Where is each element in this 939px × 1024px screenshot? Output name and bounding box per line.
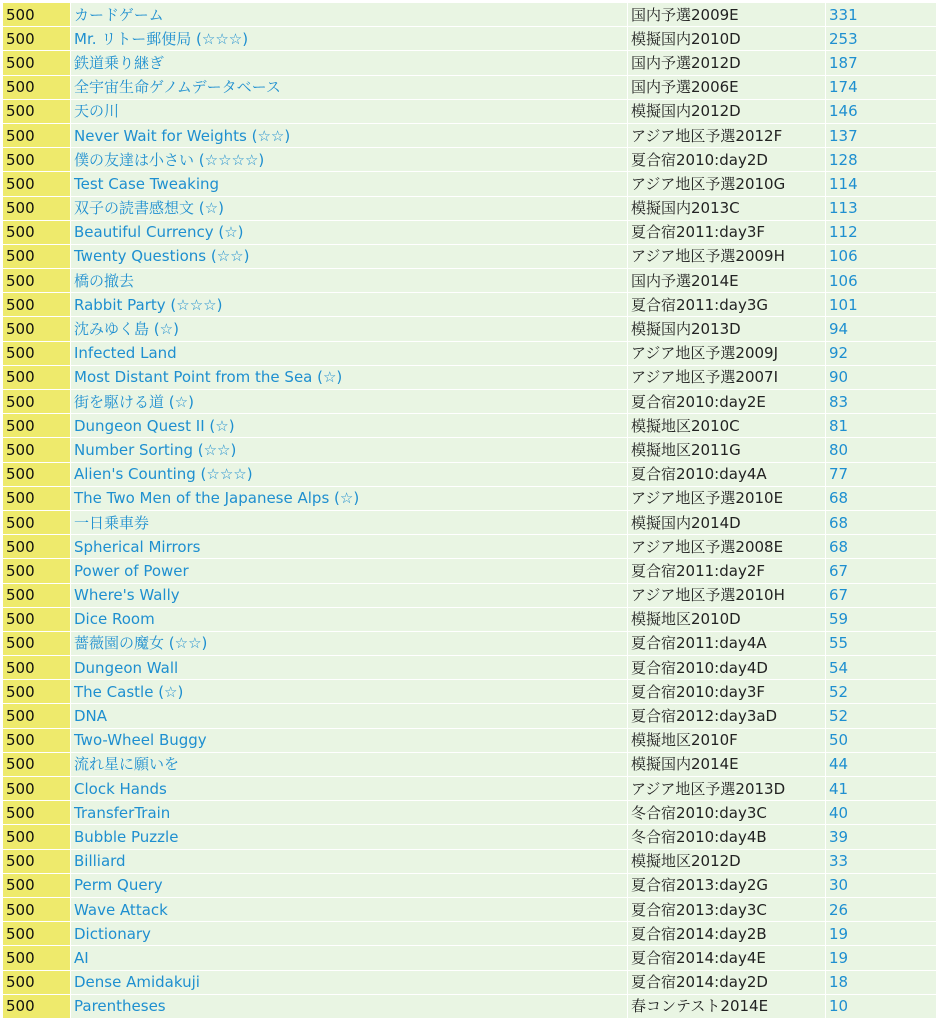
score-cell: 500: [3, 656, 71, 680]
contest-cell: 春コンテスト2014E: [628, 994, 826, 1018]
score-cell: 500: [3, 849, 71, 873]
contest-cell: アジア地区予選2012F: [628, 123, 826, 147]
score-cell: 500: [3, 801, 71, 825]
contest-cell: 夏合宿2010:day3F: [628, 680, 826, 704]
contest-cell: アジア地区予選2009J: [628, 341, 826, 365]
table-row: [3, 704, 937, 728]
problem-link[interactable]: Never Wait for Weights (☆☆): [74, 126, 291, 145]
contest-cell: 模擬国内2014D: [628, 510, 826, 534]
problem-name-cell: [71, 486, 628, 510]
contest-cell: 夏合宿2014:day2D: [628, 970, 826, 994]
problem-name-cell: [71, 631, 628, 655]
contest-cell: 国内予選2014E: [628, 269, 826, 293]
problem-name-cell: [71, 946, 628, 970]
score-cell: 500: [3, 825, 71, 849]
contest-cell: 模擬国内2013C: [628, 196, 826, 220]
solved-count-cell: 18: [826, 970, 937, 994]
solved-count-cell: 68: [826, 510, 937, 534]
contest-cell: アジア地区予選2009H: [628, 244, 826, 268]
problem-name-cell: [71, 680, 628, 704]
contest-cell: 夏合宿2010:day2E: [628, 390, 826, 414]
table-row: [3, 656, 937, 680]
problem-list-page: [2, 2, 937, 1019]
problem-name-cell: [71, 535, 628, 559]
solved-count-cell: 68: [826, 535, 937, 559]
problem-link[interactable]: 薔薇園の魔女 (☆☆): [74, 634, 208, 653]
problem-link[interactable]: The Castle (☆): [74, 682, 184, 701]
problem-link[interactable]: 双子の読書感想文 (☆): [74, 199, 224, 218]
contest-cell: 模擬国内2013D: [628, 317, 826, 341]
solved-count-cell: 137: [826, 123, 937, 147]
score-cell: 500: [3, 75, 71, 99]
problem-name-cell: [71, 438, 628, 462]
contest-cell: 冬合宿2010:day3C: [628, 801, 826, 825]
table-row: [3, 220, 937, 244]
solved-count-cell: 30: [826, 873, 937, 897]
contest-cell: 夏合宿2010:day4D: [628, 656, 826, 680]
problem-link[interactable]: 僕の友達は小さい (☆☆☆☆): [74, 150, 265, 169]
problem-table: [2, 2, 937, 1019]
table-row: [3, 873, 937, 897]
solved-count-cell: 92: [826, 341, 937, 365]
problem-name-cell: [71, 341, 628, 365]
problem-name-cell: [71, 365, 628, 389]
problem-name-cell: [71, 75, 628, 99]
solved-count-cell: 52: [826, 680, 937, 704]
table-row: [3, 269, 937, 293]
table-row: [3, 631, 937, 655]
solved-count-cell: 94: [826, 317, 937, 341]
contest-cell: 夏合宿2011:day2F: [628, 559, 826, 583]
problem-link[interactable]: Billiard: [74, 852, 126, 871]
contest-cell: 夏合宿2014:day4E: [628, 946, 826, 970]
contest-cell: 模擬国内2010D: [628, 27, 826, 51]
contest-cell: 模擬地区2010F: [628, 728, 826, 752]
score-cell: 500: [3, 220, 71, 244]
problem-name-cell: [71, 873, 628, 897]
problem-link[interactable]: DNA: [74, 707, 108, 726]
table-row: [3, 51, 937, 75]
problem-name-cell: [71, 922, 628, 946]
solved-count-cell: 67: [826, 583, 937, 607]
problem-link[interactable]: Dice Room: [74, 610, 155, 629]
contest-cell: アジア地区予選2010E: [628, 486, 826, 510]
solved-count-cell: 101: [826, 293, 937, 317]
score-cell: 500: [3, 994, 71, 1018]
contest-cell: アジア地区予選2008E: [628, 535, 826, 559]
problem-link[interactable]: Wave Attack: [74, 900, 168, 919]
problem-name-cell: [71, 559, 628, 583]
solved-count-cell: 52: [826, 704, 937, 728]
solved-count-cell: 19: [826, 922, 937, 946]
solved-count-cell: 146: [826, 99, 937, 123]
contest-cell: 夏合宿2010:day2D: [628, 148, 826, 172]
score-cell: 500: [3, 390, 71, 414]
problem-link[interactable]: 街を駆ける道 (☆): [74, 392, 194, 411]
score-cell: 500: [3, 946, 71, 970]
table-row: [3, 994, 937, 1018]
table-row: [3, 486, 937, 510]
problem-name-cell: [71, 244, 628, 268]
problem-link[interactable]: 橋の撤去: [74, 271, 135, 290]
solved-count-cell: 10: [826, 994, 937, 1018]
contest-cell: 夏合宿2010:day4A: [628, 462, 826, 486]
problem-link[interactable]: 鉄道乗り継ぎ: [74, 53, 165, 72]
problem-link[interactable]: Number Sorting (☆☆): [74, 440, 237, 459]
solved-count-cell: 80: [826, 438, 937, 462]
solved-count-cell: 67: [826, 559, 937, 583]
contest-cell: 模擬国内2014E: [628, 752, 826, 776]
solved-count-cell: 90: [826, 365, 937, 389]
problem-link[interactable]: The Two Men of the Japanese Alps (☆): [74, 489, 360, 508]
problem-link[interactable]: 天の川: [74, 102, 120, 121]
solved-count-cell: 33: [826, 849, 937, 873]
score-cell: 500: [3, 535, 71, 559]
solved-count-cell: 55: [826, 631, 937, 655]
solved-count-cell: 106: [826, 269, 937, 293]
problem-link[interactable]: Test Case Tweaking: [74, 174, 220, 193]
problem-name-cell: [71, 317, 628, 341]
score-cell: 500: [3, 462, 71, 486]
table-row: [3, 462, 937, 486]
table-row: [3, 922, 937, 946]
contest-cell: アジア地区予選2007I: [628, 365, 826, 389]
table-row: [3, 607, 937, 631]
problem-link[interactable]: TransferTrain: [74, 803, 171, 822]
table-row: [3, 849, 937, 873]
contest-cell: 夏合宿2011:day3G: [628, 293, 826, 317]
problem-name-cell: [71, 220, 628, 244]
problem-name-cell: [71, 293, 628, 317]
problem-name-cell: [71, 510, 628, 534]
solved-count-cell: 59: [826, 607, 937, 631]
problem-link[interactable]: Beautiful Currency (☆): [74, 223, 244, 242]
score-cell: 500: [3, 970, 71, 994]
problem-name-cell: [71, 269, 628, 293]
contest-cell: 模擬地区2010D: [628, 607, 826, 631]
problem-link[interactable]: Mr. リトー郵便局 (☆☆☆): [74, 29, 249, 48]
table-row: [3, 825, 937, 849]
contest-cell: 夏合宿2013:day3C: [628, 897, 826, 921]
problem-name-cell: [71, 172, 628, 196]
problem-link[interactable]: 沈みゆく島 (☆): [74, 320, 179, 339]
contest-cell: アジア地区予選2010G: [628, 172, 826, 196]
table-row: [3, 535, 937, 559]
problem-name-cell: [71, 801, 628, 825]
table-row: [3, 583, 937, 607]
solved-count-cell: 77: [826, 462, 937, 486]
table-row: [3, 559, 937, 583]
problem-link[interactable]: Rabbit Party (☆☆☆): [74, 295, 223, 314]
solved-count-cell: 112: [826, 220, 937, 244]
contest-cell: 国内予選2009E: [628, 3, 826, 27]
problem-link[interactable]: Two-Wheel Buggy: [74, 731, 207, 750]
score-cell: 500: [3, 631, 71, 655]
problem-link[interactable]: Dictionary: [74, 924, 151, 943]
score-cell: 500: [3, 583, 71, 607]
table-row: [3, 777, 937, 801]
problem-name-cell: [71, 897, 628, 921]
table-row: [3, 728, 937, 752]
score-cell: 500: [3, 3, 71, 27]
table-row: [3, 390, 937, 414]
score-cell: 500: [3, 341, 71, 365]
score-cell: 500: [3, 486, 71, 510]
table-row: [3, 293, 937, 317]
table-row: [3, 317, 937, 341]
contest-cell: アジア地区予選2010H: [628, 583, 826, 607]
score-cell: 500: [3, 559, 71, 583]
table-row: [3, 414, 937, 438]
score-cell: 500: [3, 922, 71, 946]
problem-name-cell: [71, 196, 628, 220]
table-row: [3, 341, 937, 365]
problem-name-cell: [71, 51, 628, 75]
table-row: [3, 75, 937, 99]
solved-count-cell: 19: [826, 946, 937, 970]
score-cell: 500: [3, 777, 71, 801]
score-cell: 500: [3, 873, 71, 897]
contest-cell: 冬合宿2010:day4B: [628, 825, 826, 849]
problem-name-cell: [71, 994, 628, 1018]
table-row: [3, 365, 937, 389]
score-cell: 500: [3, 244, 71, 268]
solved-count-cell: 114: [826, 172, 937, 196]
solved-count-cell: 40: [826, 801, 937, 825]
problem-name-cell: [71, 99, 628, 123]
problem-link[interactable]: Where's Wally: [74, 586, 180, 605]
solved-count-cell: 113: [826, 196, 937, 220]
problem-name-cell: [71, 462, 628, 486]
contest-cell: 国内予選2006E: [628, 75, 826, 99]
score-cell: 500: [3, 510, 71, 534]
solved-count-cell: 83: [826, 390, 937, 414]
score-cell: 500: [3, 414, 71, 438]
score-cell: 500: [3, 269, 71, 293]
problem-name-cell: [71, 27, 628, 51]
problem-link[interactable]: Most Distant Point from the Sea (☆): [74, 368, 343, 387]
problem-link[interactable]: Twenty Questions (☆☆): [74, 247, 250, 266]
problem-link[interactable]: Parentheses: [74, 997, 166, 1016]
contest-cell: 模擬国内2012D: [628, 99, 826, 123]
problem-link[interactable]: AI: [74, 948, 89, 967]
score-cell: 500: [3, 680, 71, 704]
problem-link[interactable]: 流れ星に願いを: [74, 755, 180, 774]
score-cell: 500: [3, 99, 71, 123]
table-row: [3, 172, 937, 196]
table-row: [3, 196, 937, 220]
problem-name-cell: [71, 777, 628, 801]
problem-name-cell: [71, 704, 628, 728]
solved-count-cell: 54: [826, 656, 937, 680]
score-cell: 500: [3, 317, 71, 341]
score-cell: 500: [3, 196, 71, 220]
table-row: [3, 3, 937, 27]
problem-link[interactable]: カードゲーム: [74, 5, 164, 24]
solved-count-cell: 39: [826, 825, 937, 849]
problem-link[interactable]: Clock Hands: [74, 779, 167, 798]
solved-count-cell: 81: [826, 414, 937, 438]
contest-cell: 模擬地区2010C: [628, 414, 826, 438]
table-row: [3, 801, 937, 825]
problem-name-cell: [71, 752, 628, 776]
problem-name-cell: [71, 123, 628, 147]
problem-name-cell: [71, 970, 628, 994]
score-cell: 500: [3, 293, 71, 317]
table-row: [3, 752, 937, 776]
problem-table-body: [3, 3, 937, 1019]
table-row: [3, 27, 937, 51]
score-cell: 500: [3, 607, 71, 631]
solved-count-cell: 253: [826, 27, 937, 51]
contest-cell: 夏合宿2012:day3aD: [628, 704, 826, 728]
contest-cell: 夏合宿2013:day2G: [628, 873, 826, 897]
problem-link[interactable]: 一日乗車券: [74, 513, 150, 532]
contest-cell: 模擬地区2012D: [628, 849, 826, 873]
score-cell: 500: [3, 704, 71, 728]
contest-cell: 模擬地区2011G: [628, 438, 826, 462]
solved-count-cell: 187: [826, 51, 937, 75]
score-cell: 500: [3, 148, 71, 172]
problem-name-cell: [71, 728, 628, 752]
score-cell: 500: [3, 51, 71, 75]
score-cell: 500: [3, 123, 71, 147]
problem-link[interactable]: Dense Amidakuji: [74, 973, 200, 992]
solved-count-cell: 68: [826, 486, 937, 510]
table-row: [3, 148, 937, 172]
solved-count-cell: 331: [826, 3, 937, 27]
problem-link[interactable]: Infected Land: [74, 344, 177, 363]
score-cell: 500: [3, 728, 71, 752]
problem-name-cell: [71, 849, 628, 873]
score-cell: 500: [3, 27, 71, 51]
contest-cell: 国内予選2012D: [628, 51, 826, 75]
problem-name-cell: [71, 390, 628, 414]
score-cell: 500: [3, 172, 71, 196]
solved-count-cell: 128: [826, 148, 937, 172]
problem-name-cell: [71, 825, 628, 849]
table-row: [3, 970, 937, 994]
table-row: [3, 99, 937, 123]
solved-count-cell: 106: [826, 244, 937, 268]
table-row: [3, 946, 937, 970]
problem-link[interactable]: Bubble Puzzle: [74, 827, 179, 846]
table-row: [3, 897, 937, 921]
contest-cell: 夏合宿2014:day2B: [628, 922, 826, 946]
problem-name-cell: [71, 3, 628, 27]
problem-name-cell: [71, 148, 628, 172]
problem-link[interactable]: Power of Power: [74, 561, 189, 580]
problem-name-cell: [71, 583, 628, 607]
problem-name-cell: [71, 607, 628, 631]
score-cell: 500: [3, 365, 71, 389]
contest-cell: 夏合宿2011:day4A: [628, 631, 826, 655]
score-cell: 500: [3, 897, 71, 921]
table-row: [3, 680, 937, 704]
problem-link[interactable]: Dungeon Wall: [74, 658, 179, 677]
score-cell: 500: [3, 438, 71, 462]
table-row: [3, 438, 937, 462]
contest-cell: 夏合宿2011:day3F: [628, 220, 826, 244]
problem-link[interactable]: 全宇宙生命ゲノムデータベース: [74, 78, 281, 97]
problem-link[interactable]: Spherical Mirrors: [74, 537, 201, 556]
table-row: [3, 510, 937, 534]
solved-count-cell: 26: [826, 897, 937, 921]
solved-count-cell: 174: [826, 75, 937, 99]
problem-name-cell: [71, 414, 628, 438]
table-row: [3, 244, 937, 268]
solved-count-cell: 41: [826, 777, 937, 801]
problem-link[interactable]: Alien's Counting (☆☆☆): [74, 465, 253, 484]
solved-count-cell: 50: [826, 728, 937, 752]
problem-name-cell: [71, 656, 628, 680]
solved-count-cell: 44: [826, 752, 937, 776]
problem-link[interactable]: Perm Query: [74, 876, 163, 895]
contest-cell: アジア地区予選2013D: [628, 777, 826, 801]
problem-link[interactable]: Dungeon Quest II (☆): [74, 416, 235, 435]
table-row: [3, 123, 937, 147]
score-cell: 500: [3, 752, 71, 776]
